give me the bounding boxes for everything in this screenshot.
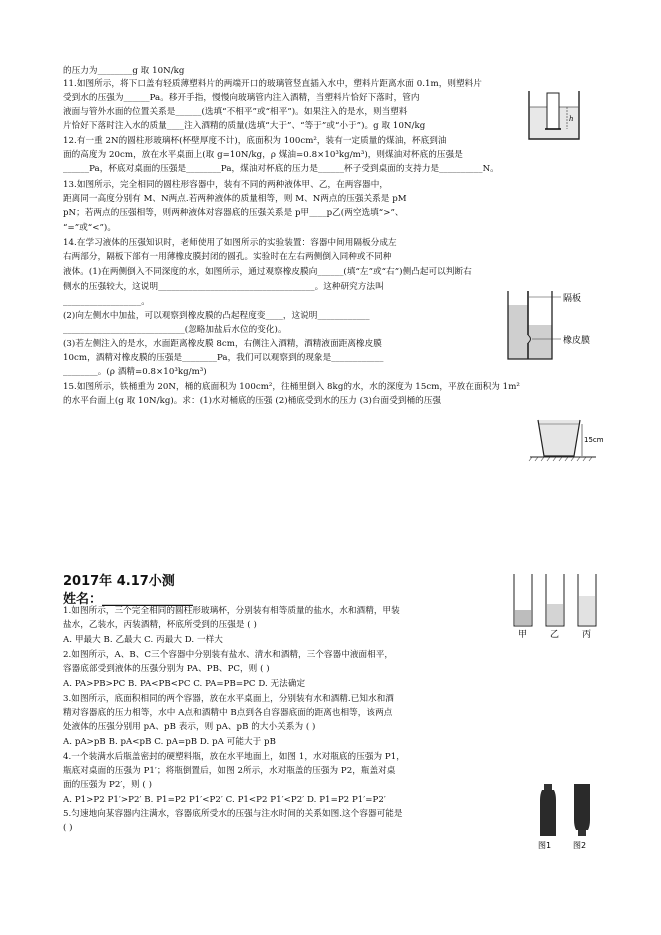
question-15: 15.如图所示，铁桶重为 20N，桶的底面积为 100cm²，往桶里倒入 8kg的水，水的深度为 15cm，平放在面积为 1m² [63,382,520,392]
text-line: __________________。 [63,297,150,307]
text-line: 面的压强为 P2′，则 ( ) [63,780,153,790]
cup-label: 甲 [518,630,528,640]
cup-label: 丙 [582,630,592,640]
partition-tank-figure [505,285,615,363]
quiz-question-3: 3.如图所示，底面积相同的两个容器，放在水平桌面上，分别装有水和酒精.已知水和酒 [63,694,394,704]
options-line: A. 甲最大 B. 乙最大 C. 丙最大 D. 一样大 [63,635,223,645]
question-14: 14.在学习液体的压强知识时，老师使用了如图所示的实验装置：容器中间用隔板分成左 [63,238,397,248]
depth-label: 15cm [584,436,604,444]
text-line: 容器底部受到液体的压强分别为 PA、PB、PC，则 ( ) [63,664,270,674]
text-line: ______Pa，杯底对桌面的压强是________Pa，煤油对杯底的压力是______杯子受到桌面的支持力是__________N。 [63,164,499,174]
text-line: 液体。(1)在两侧倒入不同深度的水，如图所示，通过观察橡皮膜向______(填“左”或“右”)侧凸起可以判断右 [63,267,472,277]
quiz-question-1: 1.如图所示，三个完全相同的圆柱形玻璃杯，分别装有相等质量的盐水，水和酒精，甲装 [63,606,400,616]
bottles-figure [536,782,608,852]
text-line: 面的高度为 20cm，放在水平桌面上(取 g=10N/kg，ρ 煤油=0.8×10³kg/m³)，则煤油对杯底的压强是 [63,150,463,160]
text-line: 的压力为________g 取 10N/kg [63,66,185,76]
text-line: 10cm，酒精对橡皮膜的压强是________Pa，我们可以观察到的现象是____________ [63,353,384,363]
quiz-question-5: 5.匀速地向某容器内注满水，容器底所受水的压强与注水时间的关系如图.这个容器可能是 [63,809,403,819]
options-line: A. P1>P2 P1′>P2′ B. P1=P2 P1′<P2′ C. P1<P2 P1′<P2′ D. P1=P2 P1′=P2′ [63,795,386,805]
text-line: (3)若左侧注入的是水，水面距离橡皮膜 8cm，右侧注入酒精，酒精液面距离橡皮膜 [63,339,382,349]
text-line: pN；若两点的压强相等，则两种液体对容器底的压强关系是 p甲____p乙(两空选填“>”、 [63,208,404,218]
options-line: A. PA>PB>PC B. PA<PB<PC C. PA=PB=PC D. 无法确定 [63,679,306,689]
figure-2-label: 图2 [573,841,587,850]
name-field-label: 姓名：______________ [63,592,194,607]
text-line: 处液体的压强分别用 pA、pB 表示，则 pA、pB 的大小关系为 ( ) [63,722,316,732]
quiz-question-2: 2.如图所示，A、B、C三个容器中分别装有盐水、清水和酒精，三个容器中液面相平， [63,650,394,660]
text-line: 瓶底对桌面的压强为 P1′；将瓶倒置后，如图 2所示，水对瓶盖的压强为 P2，瓶盖对桌 [63,766,396,776]
tube-in-water-figure [527,89,583,141]
membrane-label: 橡皮膜 [563,336,591,346]
quiz-question-4: 4.一个装满水后瓶盖密封的硬塑料瓶，放在水平地面上，如图 1，水对瓶底的压强为 P1， [63,752,405,762]
text-line: 右两部分，隔板下部有一用薄橡皮膜封闭的圆孔。实验时在左右两侧倒入同种或不同种 [63,252,392,262]
text-line: 距离同一高度分别有 M、N两点.若两种液体的质量相等，则 M、N两点的压强关系是 pM [63,194,407,204]
figure-1-label: 图1 [538,841,552,850]
text-line: ____________________________(忽略加盐后水位的变化)。 [63,325,287,335]
text-line: (2)向左侧水中加盐，可以观察到橡皮膜的凸起程度变____，这说明____________ [63,311,370,321]
cup-label: 乙 [550,630,560,640]
question-13: 13.如图所示，完全相同的圆柱形容器中，装有不同的两种液体甲、乙，在两容器中， [63,180,388,190]
question-11: 11.如图所示，将下口盖有轻质薄塑料片的两端开口的玻璃管竖直插入水中，塑料片距离水面 0.1m，则塑料片 [63,79,482,89]
text-line: 片恰好下落时注入水的质量____注入酒精的质量(选填“大于”、“等于”或“小于”)。g 取 10N/kg [63,121,426,131]
h-label: h [569,115,574,123]
question-12: 12.有一重 2N的圆柱形玻璃杯(杯壁厚度不计)，底面积为 100cm²，装有一定质量的煤油，杯底到油 [63,136,447,146]
text-line: “=”或“<”)。 [63,223,116,233]
text-line: 液面与管外水面的位置关系是______(选填“不相平”或“相平”)。如果注入的是水，则当塑料 [63,107,408,117]
text-line: 精对容器底的压力相等，水中 A点和酒精中 B点到各自容器底面的距离也相等，该两点 [63,708,393,718]
quiz-title: 2017年 4.17小测 [63,574,175,589]
three-cups-figure [508,572,608,640]
partition-label: 隔板 [563,294,582,304]
text-line: 的水平台面上(g 取 10N/kg)。求：(1)水对桶底的压强 (2)桶底受到水的压力 (3)台面受到桶的压强 [63,396,442,406]
text-line: 盐水，乙装水，丙装酒精，杯底所受到的压强是 ( ) [63,620,257,630]
options-line: A. pA>pB B. pA<pB C. pA=pB D. pA 可能大于 pB [63,737,276,747]
text-line: ________。(ρ 酒精=0.8×10³kg/m³) [63,367,207,377]
text-line: 侧水的压强较大，这说明____________________________________。这种研究方法叫 [63,282,384,292]
text-line: 受到水的压强为______Pa。移开手指，慢慢向玻璃管内注入酒精，当塑料片恰好下落时，管内 [63,93,420,103]
bucket-figure [528,410,604,464]
text-line: ( ) [63,823,73,833]
